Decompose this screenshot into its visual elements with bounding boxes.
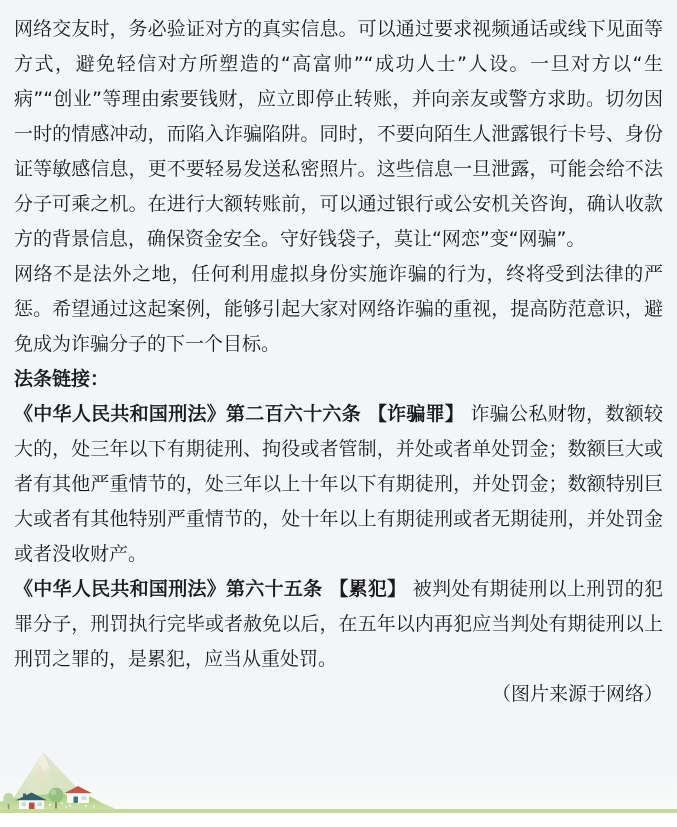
law-item-recidivism <box>14 572 663 677</box>
law-item-fraud <box>14 397 663 572</box>
village-illustration <box>0 750 125 810</box>
paragraph-intro: 网络交友时，务必验证对方的真实信息。可以通过要求视频通话或线下见面等方式，避免轻信对方所塑造的“高富帅”“成功人士”人设。一旦对方以“生病”“创业”等理由索要钱财，应立即停止转账，并向亲友或警方求助。切勿因一时的情感冲动，而陷入诈骗陷阱。同时，不要向陌生人泄露银行卡号、身份证等敏感信息，更不要轻易发送私密照片。这些信息一旦泄露，可能会给不法分子可乘之机。在进行大额转账前，可以通过银行或公安机关咨询，确认收款方的背景信息，确保资金安全。守好钱袋子，莫让“网恋”变“网骗”。 <box>14 18 663 250</box>
bottom-white-strip <box>0 813 677 827</box>
paragraph-conclusion: 网络不是法外之地，任何利用虚拟身份实施诈骗的行为，终将受到法律的严惩。希望通过这起案例，能够引起大家对网络诈骗的重视，提高防范意识，避免成为诈骗分子的下一个目标。 <box>14 263 663 355</box>
image-source-caption: （图片来源于网络） <box>491 683 663 705</box>
law-item-fraud-title: 《中华人民共和国刑法》第二百六十六条 【诈骗罪】 <box>14 403 465 425</box>
law-item-fraud-body: 诈骗公私财物，数额较大的，处三年以下有期徒刑、拘役或者管制，并处或者单处罚金；数额巨大或者有其他严重情节的，处三年以上十年以下有期徒刑，并处罚金；数额特别巨大或者有其他特别严重情节的，处十年以上有期徒刑或者无期徒刑，并处罚金或者没收财产。 <box>14 403 663 565</box>
law-section-heading: 法条链接： <box>14 368 110 390</box>
law-item-recidivism-title: 《中华人民共和国刑法》第六十五条 【累犯】 <box>14 578 407 600</box>
law-item-recidivism-body: 被判处有期徒刑以上刑罚的犯罪分子，刑罚执行完毕或者赦免以后，在五年以内再犯应当判处有期徒刑以上刑罚之罪的，是累犯，应当从重处罚。 <box>14 578 663 670</box>
